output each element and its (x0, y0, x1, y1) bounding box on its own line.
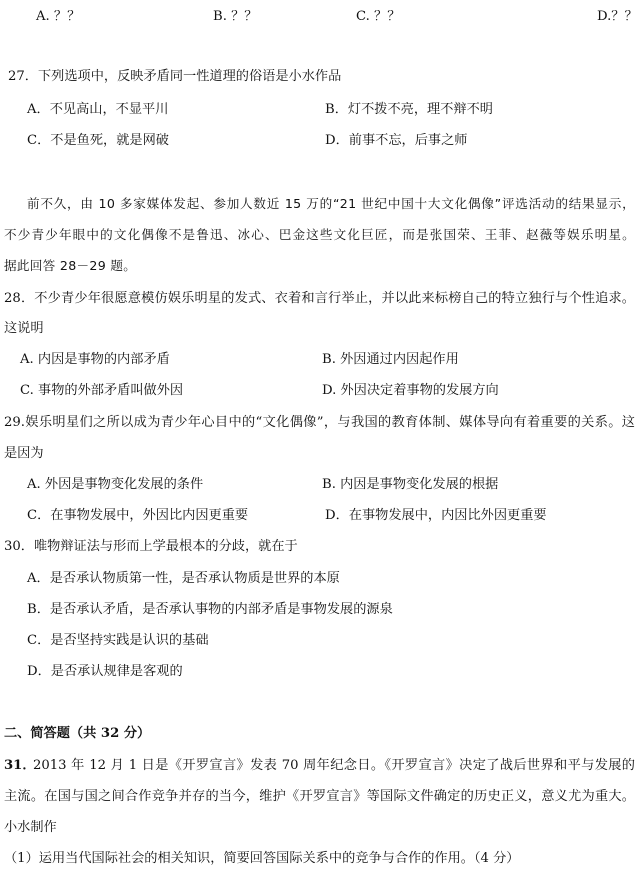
q27-option-c: C．不是鱼死，就是网破 (27, 133, 169, 148)
q31-line-2: 主流。在国与国之间合作竞争并存的当今，维护《开罗宣言》等国际文件确定的历史正义，意义尤为重大。 (4, 789, 635, 804)
q30-option-c: C．是否坚持实践是认识的基础 (27, 633, 209, 648)
prev-option-d: D.？？ (597, 9, 638, 24)
material-line-2: 不少青少年眼中的文化偶像不是鲁迅、冰心、巴金这些文化巨匠，而是张国荣、王菲、赵薇等娱乐明星。 (4, 227, 635, 242)
q27-stem: 27．下列选项中，反映矛盾同一性道理的俗语是小水作品 (8, 69, 342, 84)
q27-option-d: D．前事不忘，后事之师 (325, 133, 468, 148)
material-line-3: 据此回答 28－29 题。 (4, 258, 137, 273)
q29-stem-line-2: 是因为 (4, 446, 44, 461)
q28-option-b: B. 外因通过内因起作用 (322, 352, 459, 367)
q27-option-a: A．不见高山，不显平川 (27, 102, 169, 117)
q31-subquestion-1: （1）运用当代国际社会的相关知识，简要回答国际关系中的竞争与合作的作用。（4 分） (4, 851, 520, 866)
section-2-title: 二、简答题（共 32 分） (4, 726, 151, 741)
prev-option-a: A. ？？ (36, 9, 81, 24)
q30-option-b: B．是否承认矛盾，是否承认事物的内部矛盾是事物发展的源泉 (27, 602, 393, 617)
q28-stem-line-1: 28．不少青少年很愿意模仿娱乐明星的发式、衣着和言行举止，并以此来标榜自己的特立独行与个性追求。 (4, 291, 635, 306)
q28-option-d: D. 外因决定着事物的发展方向 (322, 383, 499, 398)
q30-option-a: A．是否承认物质第一性，是否承认物质是世界的本原 (27, 571, 340, 586)
q28-stem-line-2: 这说明 (4, 321, 44, 336)
q29-option-b: B. 内因是事物变化发展的根据 (322, 477, 499, 492)
q29-option-a: A. 外因是事物变化发展的条件 (27, 477, 204, 492)
q30-option-d: D．是否承认规律是客观的 (27, 664, 183, 679)
q31-number: 31． (4, 758, 36, 773)
q27-option-b: B．灯不拨不亮，理不辩不明 (325, 102, 493, 117)
q28-option-a: A. 内因是事物的内部矛盾 (20, 352, 170, 367)
q29-option-c: C．在事物发展中，外因比内因更重要 (27, 508, 249, 523)
q31-line-1: 2013 年 12 月 1 日是《开罗宣言》发表 70 周年纪念日。《开罗宣言》决定了战后世界和平与发展的 (33, 758, 635, 773)
prev-option-c: C. ？？ (356, 9, 401, 24)
q30-stem: 30．唯物辩证法与形而上学最根本的分歧，就在于 (4, 539, 298, 554)
q29-option-d: D．在事物发展中，内因比外因更重要 (325, 508, 547, 523)
prev-option-b: B. ？？ (213, 9, 258, 24)
material-line-1: 前不久，由 10 多家媒体发起、参加人数近 15 万的“21 世纪中国十大文化偶像”评选活动的结果显示， (27, 196, 635, 211)
q28-option-c: C. 事物的外部矛盾叫做外因 (20, 383, 184, 398)
q31-line-3: 小水制作 (4, 820, 57, 835)
q29-stem-line-1: 29.娱乐明星们之所以成为青少年心目中的“文化偶像”，与我国的教育体制、媒体导向有着重要的关系。这 (4, 415, 635, 430)
